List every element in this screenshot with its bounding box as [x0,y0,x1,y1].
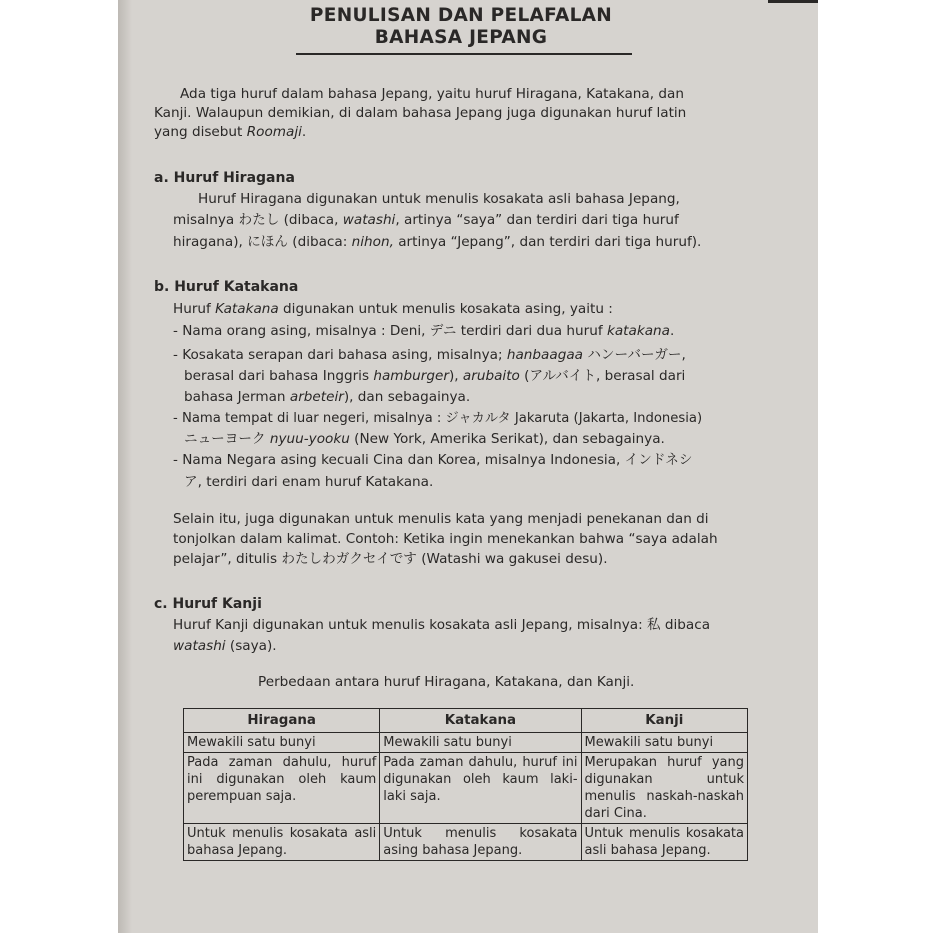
table-cell: Mewakili satu bunyi [184,733,380,753]
katakana-text: (アルバイト, berasal dari [519,368,686,384]
title-underline [296,53,632,55]
katakana-bullet-3-line-2 [184,431,665,448]
katakana-term: hanbaagaa [506,347,583,363]
hiragana-text: misalnya わたし (dibaca, [173,212,343,228]
kanji-line-1: Huruf Kanji digunakan untuk menulis kosakata asli Jepang, misalnya: 私 dibaca [173,617,711,633]
book-page [118,0,818,933]
katakana-bullet-2-line-1 [173,347,686,364]
katakana-term: nyuu-yooku [269,431,350,447]
katakana-text: (New York, Amerika Serikat), dan sebagainya. [349,431,665,447]
katakana-bullet-2-line-3 [184,389,470,406]
table-cell: Untuk menulis kosakata asing bahasa Jepang. [380,824,581,861]
hiragana-text: artinya “Jepang”, dan terdiri dari tiga huruf). [393,234,702,250]
intro-period: . [301,124,307,140]
emphasis-line-1: Selain itu, juga digunakan untuk menulis kata yang menjadi penekanan dan di [173,511,709,527]
table-cell: Mewakili satu bunyi [581,733,747,753]
hiragana-line-1: Huruf Hiragana digunakan untuk menulis kosakata asli bahasa Jepang, [198,191,680,207]
katakana-text: - Kosakata serapan dari bahasa asing, misalnya; [173,347,507,363]
table-row [184,733,748,753]
table-cell: Untuk menulis kosakata asli bahasa Jepang. [581,824,747,861]
katakana-text: bahasa Jerman [184,389,290,405]
column-header-kanji: Kanji [581,709,747,733]
heading-katakana: b. Huruf Katakana [154,279,299,295]
intro-line-1: Ada tiga huruf dalam bahasa Jepang, yaitu huruf Hiragana, Katakana, dan [180,86,684,102]
katakana-text: ニューヨーク [184,431,270,447]
intro-text: yang disebut [154,124,247,140]
table-cell: Mewakili satu bunyi [380,733,581,753]
kanji-romaji: watashi [173,638,226,654]
page-title-line-1: PENULISAN DAN PELAFALAN [309,5,613,26]
intro-line-3 [154,124,306,141]
katakana-text: digunakan untuk menulis kosakata asing, yaitu : [278,301,613,317]
corner-mark [768,0,818,3]
page-title-line-2: BAHASA JEPANG [374,27,548,48]
katakana-bullet-4-line-1: - Nama Negara asing kecuali Cina dan Korea, misalnya Indonesia, インドネシ [173,452,693,468]
katakana-term: arbeteir [289,389,344,405]
katakana-intro [173,301,613,318]
table-cell: Pada zaman dahulu, huruf ini digunakan oleh kaum laki-laki saja. [380,753,581,824]
heading-hiragana: a. Huruf Hiragana [154,170,295,186]
table-cell: Merupakan huruf yang digunakan untuk menulis naskah-naskah dari Cina. [581,753,747,824]
katakana-bullet-3-line-1: - Nama tempat di luar negeri, misalnya : ジャカルタ Jakaruta (Jakarta, Indonesia) [173,411,703,426]
hiragana-romaji: nihon, [351,234,394,250]
katakana-term: katakana [606,323,670,339]
hiragana-line-3 [173,234,701,251]
roomaji-term: Roomaji [246,124,302,140]
table-header-row [184,709,748,733]
katakana-text: berasal dari bahasa Inggris [184,368,374,384]
katakana-bullet-2-line-2 [184,368,685,385]
table-cell: Pada zaman dahulu, huruf ini digunakan oleh kaum perempuan saja. [184,753,380,824]
katakana-text: ), [448,368,463,384]
hiragana-line-2 [173,212,679,229]
hiragana-romaji: watashi [342,212,396,228]
hiragana-text: , artinya “saya” dan terdiri dari tiga huruf [395,212,679,228]
emphasis-line-3: pelajar”, ditulis わたしわガクセイです (Watashi wa gakusei desu). [173,551,608,567]
table-caption: Perbedaan antara huruf Hiragana, Katakana, dan Kanji. [258,674,635,690]
katakana-term: Katakana [215,301,279,317]
katakana-bullet-4-line-2: ア, terdiri dari enam huruf Katakana. [184,474,434,490]
table-cell: Untuk menulis kosakata asli bahasa Jepang. [184,824,380,861]
hiragana-text: hiragana), にほん (dibaca: [173,234,352,250]
page-spine-shadow [118,0,132,933]
column-header-katakana: Katakana [380,709,581,733]
katakana-term: hamburger [373,368,449,384]
katakana-term: arubaito [462,368,520,384]
katakana-text: ハンーバーガー, [583,347,686,363]
katakana-bullet-1 [173,323,674,340]
katakana-text: ), dan sebagainya. [343,389,471,405]
katakana-text: - Nama orang asing, misalnya : Deni, デニ terdiri dari dua huruf [173,323,607,339]
intro-line-2: Kanji. Walaupun demikian, di dalam bahasa Jepang juga digunakan huruf latin [154,105,687,121]
table-row [184,753,748,824]
katakana-text: Huruf [173,301,216,317]
heading-kanji: c. Huruf Kanji [154,596,262,612]
table-row [184,824,748,861]
kanji-line-2 [173,638,277,655]
column-header-hiragana: Hiragana [184,709,380,733]
katakana-text: . [669,323,675,339]
comparison-table [183,708,748,861]
emphasis-line-2: tonjolkan dalam kalimat. Contoh: Ketika ingin menekankan bahwa “saya adalah [173,531,718,547]
kanji-text: (saya). [225,638,277,654]
